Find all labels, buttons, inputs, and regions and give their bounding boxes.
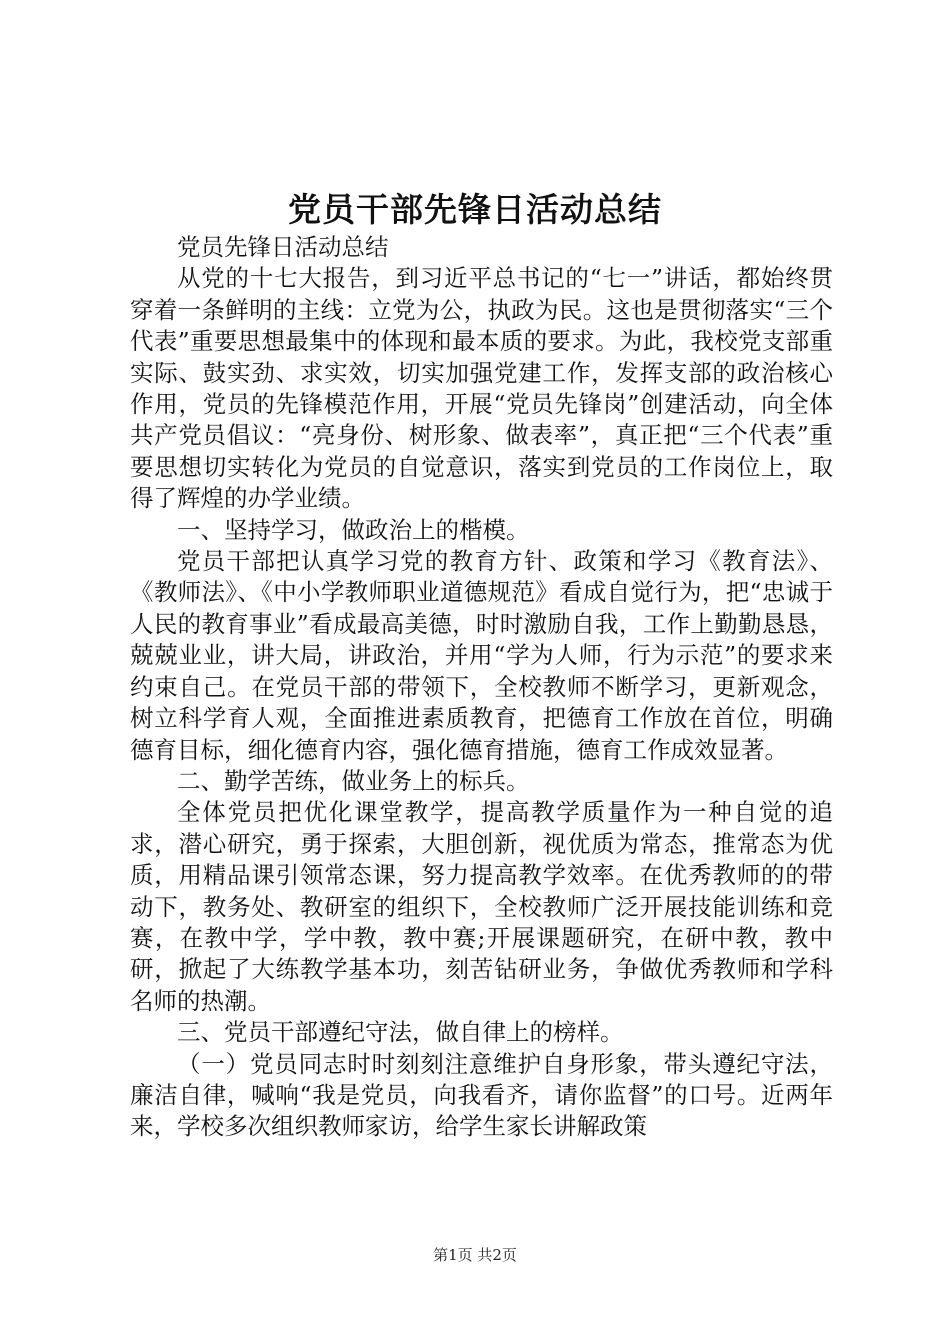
section-heading-1: 一、坚持学习，做政治上的楷模。: [177, 515, 530, 544]
page-footer: 第1页 共2页: [433, 1246, 517, 1264]
section-paragraph-3: （一）党员同志时时刻刻注意维护自身形象，带头遵纪守法，廉洁自律，喊响“我是党员，向我看齐，请你监督”的口号。近两年来，学校多次组织教师家访，给学生家长讲解政策: [130, 1049, 833, 1141]
section-paragraph-2: 全体党员把优化课堂教学，提高教学质量作为一种自觉的追求，潜心研究，勇于探索，大胆创新，视优质为常态，推常态为优质，用精品课引领常态课，努力提高教学效率。在优秀教师的的带动下，教务处、教研室的组织下，全校教师广泛开展技能训练和竞赛，在教中学，学中教，教中赛;开展课题研究，在研中教，教中研，掀起了大练教学基本功，刻苦钻研业务，争做优秀教师和学科名师的热潮。: [130, 798, 833, 1015]
intro-paragraph: 从党的十七大报告，到习近平总书记的“七一”讲话，都始终贯穿着一条鲜明的主线：立党为公，执政为民。这也是贯彻落实“三个代表”重要思想最集中的体现和最本质的要求。为此，我校党支部重实际、鼓实劲、求实效，切实加强党建工作，发挥支部的政治核心作用，党员的先锋模范作用，开展“党员先锋岗”创建活动，向全体共产党员倡议：“亮身份、树形象、做表率”，真正把“三个代表”重要思想切实转化为党员的自觉意识，落实到党员的工作岗位上，取得了辉煌的办学业绩。: [130, 264, 833, 513]
section-heading-2: 二、勤学苦练，做业务上的标兵。: [177, 766, 530, 795]
subtitle-paragraph: 党员先锋日活动总结: [177, 233, 389, 261]
section-heading-3: 三、党员干部遵纪守法，做自律上的榜样。: [177, 1018, 624, 1047]
document-body: [130, 232, 833, 1143]
document-title: 党员干部先锋日活动总结: [288, 190, 662, 229]
section-paragraph-1: 党员干部把认真学习党的教育方针、政策和学习《教育法》、《教师法》、《中小学教师职业道德规范》看成自觉行为，把“忠诚于人民的教育事业”看成最高美德，时时激励自我，工作上勤勤恳恳，兢兢业业，讲大局，讲政治，并用“学为人师，行为示范”的要求来约束自己。在党员干部的带领下，全校教师不断学习，更新观念，树立科学育人观，全面推进素质教育，把德育工作放在首位，明确德育目标，细化德育内容，强化德育措施，德育工作成效显著。: [130, 547, 833, 764]
